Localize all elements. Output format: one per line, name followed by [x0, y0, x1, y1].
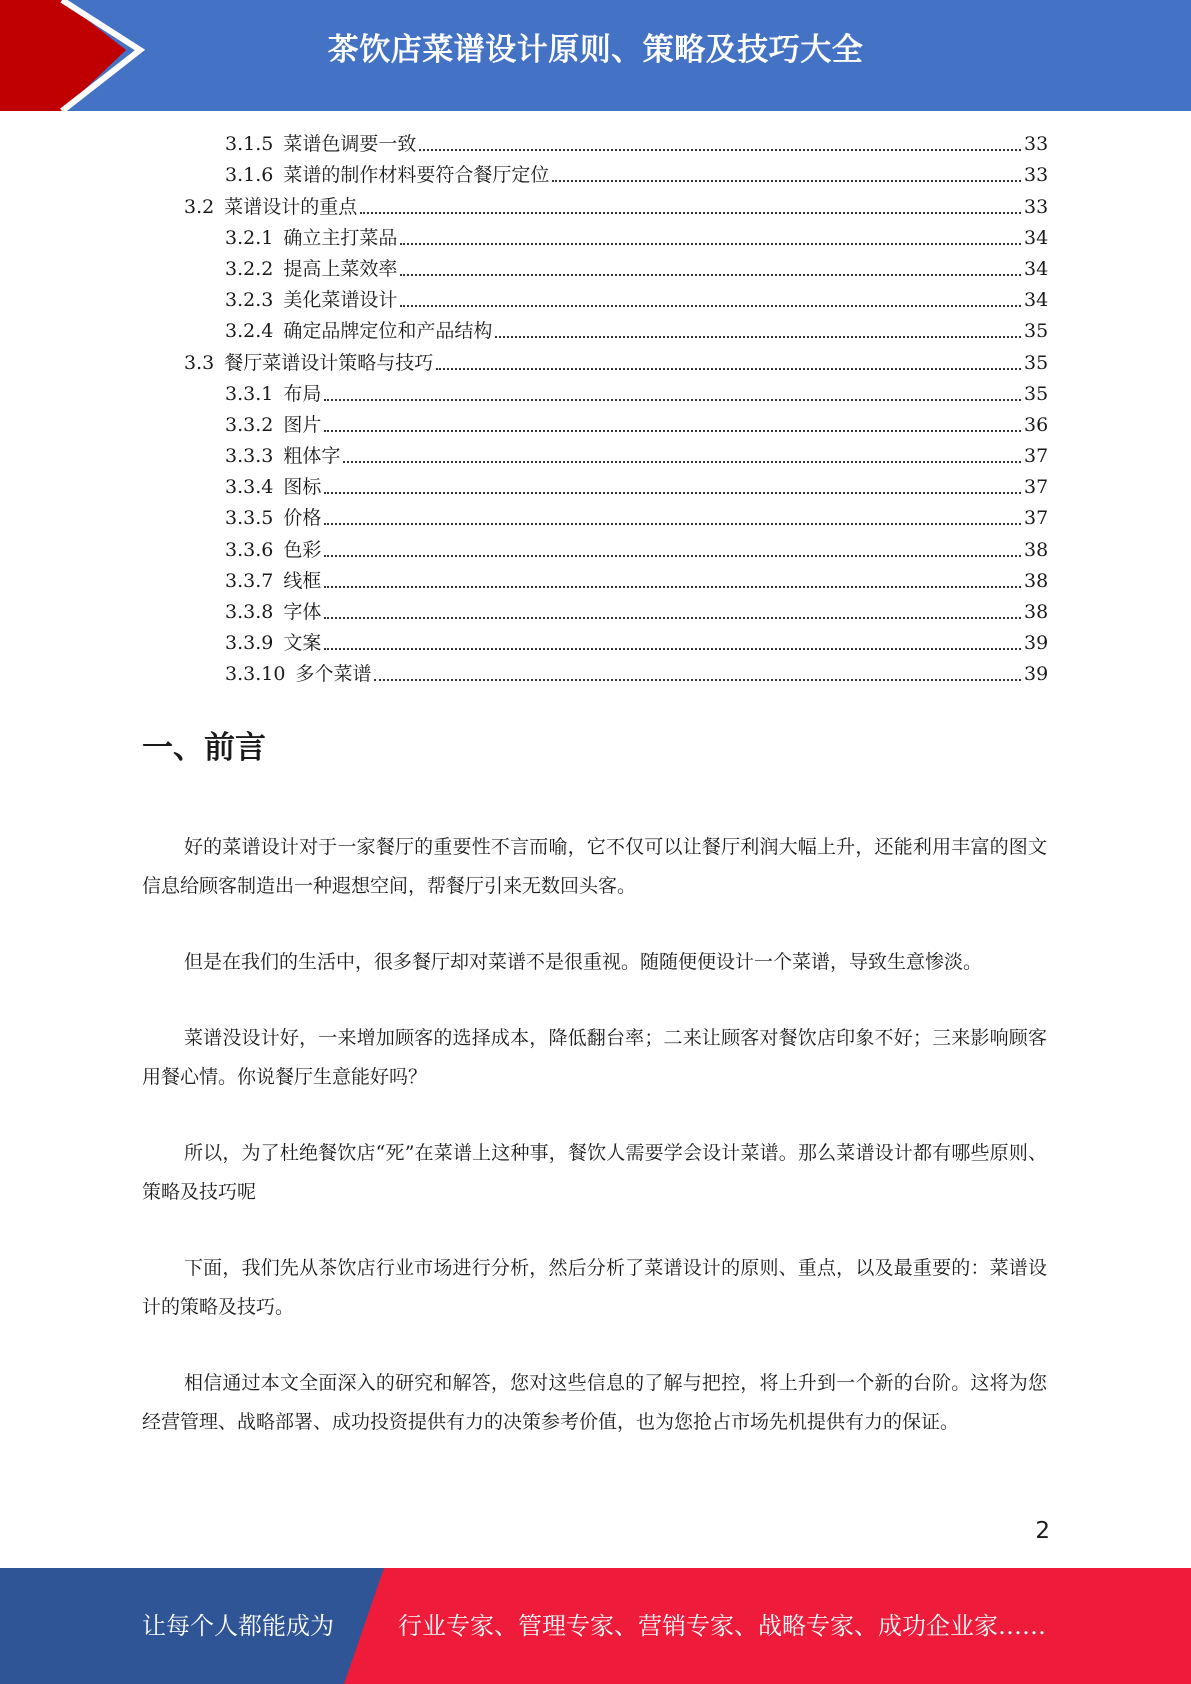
toc-entry-dot-leader — [324, 491, 1021, 494]
toc-entry-page: 35 — [1024, 351, 1049, 374]
toc-entry[interactable] — [0, 564, 1191, 595]
toc-entry-dot-leader — [374, 678, 1021, 681]
toc-entry-number: 3.3.8 — [225, 601, 274, 623]
toc-entry-page: 33 — [1024, 195, 1049, 218]
toc-entry-number: 3.2.3 — [225, 289, 274, 312]
toc-entry-dot-leader — [419, 148, 1021, 151]
paragraph: 相信通过本文全面深入的研究和解答，您对这些信息的了解与把控，将上升到一个新的台阶。这将为您经营管理、战略部署、成功投资提供有力的决策参考价值，也为您抢占市场先机提供有力的保证。 — [142, 1372, 1047, 1433]
toc-entry-number: 3.3.1 — [225, 382, 274, 405]
document-title: 茶饮店菜谱设计原则、策略及技巧大全 — [327, 32, 864, 68]
toc-entry-page: 33 — [1024, 133, 1049, 156]
toc-entry-page: 38 — [1024, 601, 1049, 623]
toc-entry-title: 菜谱色调要一致 — [283, 133, 417, 156]
toc-entry-page: 39 — [1024, 632, 1049, 655]
toc-entry[interactable] — [0, 595, 1191, 626]
toc-entry-dot-leader — [495, 335, 1021, 338]
toc-entry-title: 提高上菜效率 — [283, 257, 398, 280]
toc-entry-dot-leader — [324, 522, 1021, 525]
toc-entry-number: 3.1.5 — [225, 133, 274, 156]
toc-entry-number: 3.3.10 — [225, 663, 286, 686]
toc-entry[interactable] — [0, 314, 1191, 345]
toc-entry-title: 文案 — [283, 632, 322, 655]
toc-entry[interactable] — [0, 221, 1191, 252]
table-of-contents — [0, 127, 1191, 688]
page-number: 2 — [1035, 1518, 1050, 1544]
toc-entry-page: 35 — [1024, 382, 1049, 405]
paragraph: 菜谱没设计好，一来增加顾客的选择成本，降低翻台率；二来让顾客对餐饮店印象不好；三来影响顾客用餐心情。你说餐厅生意能好吗？ — [142, 1027, 1047, 1088]
toc-entry-title: 字体 — [283, 601, 322, 623]
toc-entry-title: 价格 — [283, 507, 322, 530]
toc-entry[interactable] — [0, 626, 1191, 657]
toc-entry[interactable] — [0, 283, 1191, 314]
toc-entry-page: 34 — [1024, 257, 1049, 280]
toc-entry-title: 菜谱设计的重点 — [224, 195, 358, 218]
toc-entry-dot-leader — [343, 460, 1021, 463]
toc-entry-page: 37 — [1024, 507, 1049, 530]
toc-entry-dot-leader — [324, 429, 1021, 432]
body-text — [142, 828, 1047, 1479]
toc-entry-dot-leader — [360, 211, 1021, 214]
toc-entry[interactable] — [0, 189, 1191, 220]
toc-entry-page: 39 — [1024, 663, 1049, 686]
paragraph: 好的菜谱设计对于一家餐厅的重要性不言而喻，它不仅可以让餐厅利润大幅上升，还能利用丰富的图文信息给顾客制造出一种遐想空间，帮餐厅引来无数回头客。 — [142, 836, 1047, 897]
toc-entry-page: 34 — [1024, 226, 1049, 249]
toc-entry-number: 3.3.5 — [225, 507, 274, 530]
toc-entry[interactable] — [0, 470, 1191, 501]
toc-entry-number: 3.3.2 — [225, 413, 274, 436]
toc-entry-number: 3.2.4 — [225, 320, 274, 343]
toc-entry-number: 3.2 — [184, 195, 215, 218]
toc-entry-number: 3.2.1 — [225, 226, 274, 249]
toc-entry-page: 38 — [1024, 538, 1049, 561]
paragraph: 但是在我们的生活中，很多餐厅却对菜谱不是很重视。随随便便设计一个菜谱，导致生意惨淡。 — [184, 951, 983, 973]
toc-entry-title: 美化菜谱设计 — [283, 289, 398, 312]
toc-entry-title: 线框 — [283, 569, 322, 592]
toc-entry-title: 图片 — [283, 413, 322, 436]
toc-entry-dot-leader — [324, 585, 1021, 588]
footer-slogan-right: 行业专家、管理专家、营销专家、战略专家、成功企业家…… — [398, 1612, 1046, 1640]
toc-entry[interactable] — [0, 532, 1191, 563]
toc-entry-number: 3.1.6 — [225, 164, 274, 187]
toc-entry-title: 布局 — [283, 382, 322, 405]
toc-entry-title: 确定品牌定位和产品结构 — [283, 320, 493, 343]
toc-entry-number: 3.3.4 — [225, 476, 274, 499]
toc-entry-dot-leader — [324, 554, 1021, 557]
page-footer — [0, 1568, 1191, 1684]
toc-entry-dot-leader — [400, 273, 1021, 276]
toc-entry-number: 3.3.7 — [225, 569, 274, 592]
toc-entry-page: 37 — [1024, 476, 1049, 499]
toc-entry-page: 33 — [1024, 164, 1049, 187]
toc-entry-dot-leader — [400, 242, 1021, 245]
footer-slogan-left: 让每个人都能成为 — [142, 1612, 334, 1640]
toc-entry[interactable] — [0, 127, 1191, 158]
toc-entry-dot-leader — [400, 304, 1021, 307]
page-header — [0, 0, 1191, 111]
toc-entry-dot-leader — [552, 179, 1021, 182]
paragraph: 下面，我们先从茶饮店行业市场进行分析，然后分析了菜谱设计的原则、重点，以及最重要的：菜谱设计的策略及技巧。 — [142, 1257, 1047, 1318]
toc-entry-number: 3.3.3 — [225, 445, 274, 468]
toc-entry-title: 图标 — [283, 476, 322, 499]
toc-entry-number: 3.3.9 — [225, 632, 274, 655]
toc-entry-title: 餐厅菜谱设计策略与技巧 — [224, 351, 434, 374]
toc-entry-title: 多个菜谱 — [295, 663, 372, 686]
toc-entry[interactable] — [0, 408, 1191, 439]
toc-entry-dot-leader — [324, 647, 1021, 650]
toc-entry-dot-leader — [324, 616, 1021, 619]
toc-entry-dot-leader — [436, 367, 1021, 370]
toc-entry[interactable] — [0, 252, 1191, 283]
toc-entry[interactable] — [0, 501, 1191, 532]
toc-entry-page: 36 — [1024, 413, 1049, 436]
toc-entry[interactable] — [0, 439, 1191, 470]
toc-entry[interactable] — [0, 377, 1191, 408]
toc-entry[interactable] — [0, 345, 1191, 376]
toc-entry-page: 38 — [1024, 569, 1049, 592]
toc-entry-title: 确立主打菜品 — [283, 226, 398, 249]
toc-entry-title: 色彩 — [283, 538, 322, 561]
toc-entry-number: 3.2.2 — [225, 257, 274, 280]
toc-entry-dot-leader — [324, 398, 1021, 401]
section-heading: 一、前言 — [142, 730, 266, 766]
toc-entry-number: 3.3.6 — [225, 538, 274, 561]
toc-entry[interactable] — [0, 657, 1191, 688]
toc-entry[interactable] — [0, 158, 1191, 189]
paragraph: 所以，为了杜绝餐饮店“死”在菜谱上这种事，餐饮人需要学会设计菜谱。那么菜谱设计都有哪些原则、策略及技巧呢 — [142, 1142, 1047, 1203]
toc-entry-page: 35 — [1024, 320, 1049, 343]
toc-entry-title: 粗体字 — [283, 445, 341, 468]
toc-entry-page: 34 — [1024, 289, 1049, 312]
toc-entry-page: 37 — [1024, 445, 1049, 468]
toc-entry-title: 菜谱的制作材料要符合餐厅定位 — [283, 164, 550, 187]
toc-entry-number: 3.3 — [184, 351, 215, 374]
